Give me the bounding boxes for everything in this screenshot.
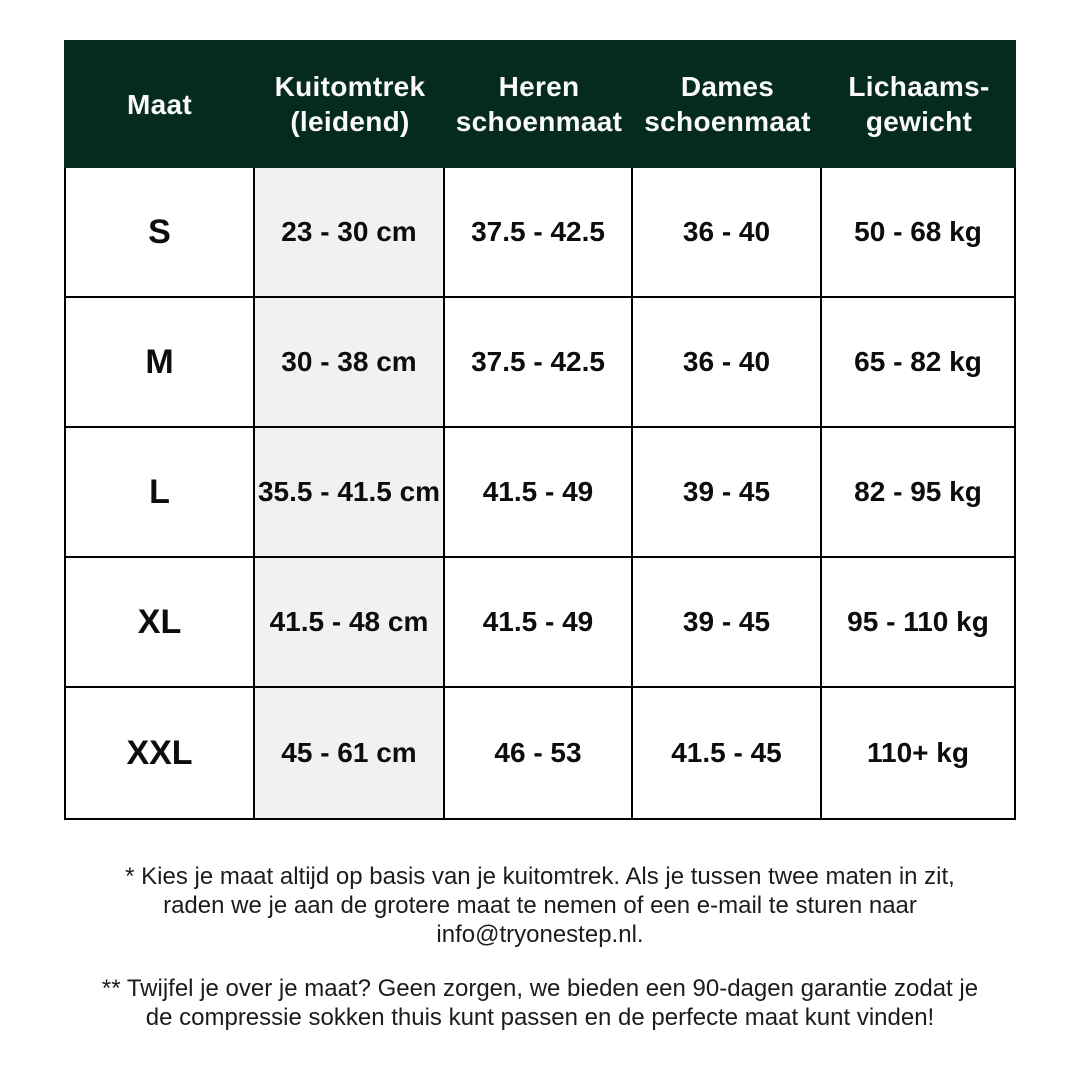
calf-girth-cell: 35.5 - 41.5 cm — [255, 428, 445, 556]
men-shoe-cell: 41.5 - 49 — [445, 428, 633, 556]
header-kuitomtrek — [255, 69, 445, 139]
women-shoe-cell: 36 - 40 — [633, 168, 822, 296]
footnote-sizing-advice — [0, 862, 1080, 949]
body-weight-cell: 82 - 95 kg — [854, 476, 982, 507]
size-cell: S — [66, 168, 255, 296]
women-shoe-cell: 36 - 40 — [633, 298, 822, 426]
header-dames-line2: schoenmaat — [644, 106, 811, 137]
size-cell: XXL — [66, 688, 255, 818]
men-shoe-cell: 46 - 53 — [445, 688, 633, 818]
header-kuitomtrek-line1: Kuitomtrek — [274, 71, 426, 102]
footnote-guarantee-line1: ** Twijfel je over je maat? Geen zorgen, we bieden een 90-dagen garantie zodat je — [101, 975, 979, 1002]
table-row-xl — [66, 558, 1014, 688]
header-dames-schoenmaat — [633, 69, 822, 139]
footnote-guarantee-line2: de compressie sokken thuis kunt passen en de perfecte maat kunt vinden! — [145, 1004, 935, 1031]
body-weight-cell: 50 - 68 kg — [854, 216, 982, 247]
header-maat — [64, 87, 255, 122]
body-weight-cell: 65 - 82 kg — [854, 346, 982, 377]
header-lichaamsgewicht — [822, 69, 1016, 139]
size-cell: M — [66, 298, 255, 426]
footnote-sizing-line2: raden we je aan de grotere maat te nemen of een e-mail te sturen naar — [163, 892, 917, 919]
table-row-s — [66, 168, 1014, 298]
header-maat-label: Maat — [127, 88, 192, 120]
women-shoe-cell: 39 - 45 — [633, 558, 822, 686]
table-body — [64, 168, 1016, 820]
men-shoe-cell: 37.5 - 42.5 — [445, 298, 633, 426]
size-chart-table — [64, 40, 1016, 820]
size-cell: L — [66, 428, 255, 556]
header-gewicht-line1: Lichaams- — [848, 71, 990, 102]
table-header-row — [64, 40, 1016, 168]
footnote-sizing-line1: * Kies je maat altijd op basis van je kuitomtrek. Als je tussen twee maten in zit, — [125, 863, 955, 890]
table-row-l — [66, 428, 1014, 558]
header-heren-schoenmaat — [445, 69, 633, 139]
body-weight-cell: 95 - 110 kg — [847, 606, 989, 637]
women-shoe-cell: 41.5 - 45 — [633, 688, 822, 818]
men-shoe-cell: 37.5 - 42.5 — [445, 168, 633, 296]
men-shoe-cell: 41.5 - 49 — [445, 558, 633, 686]
footnote-guarantee — [0, 974, 1080, 1032]
women-shoe-cell: 39 - 45 — [633, 428, 822, 556]
header-dames-line1: Dames — [680, 71, 775, 102]
footnote-sizing-line3: info@tryonestep.nl. — [436, 921, 644, 948]
table-row-m — [66, 298, 1014, 428]
header-heren-line1: Heren — [498, 71, 580, 102]
body-weight-cell: 110+ kg — [867, 737, 969, 768]
header-gewicht-line2: gewicht — [865, 106, 973, 137]
header-heren-line2: schoenmaat — [455, 106, 623, 137]
header-kuitomtrek-line2: (leidend) — [290, 106, 410, 137]
calf-girth-cell: 45 - 61 cm — [255, 688, 445, 818]
calf-girth-cell: 23 - 30 cm — [255, 168, 445, 296]
calf-girth-cell: 30 - 38 cm — [255, 298, 445, 426]
calf-girth-cell: 41.5 - 48 cm — [255, 558, 445, 686]
size-cell: XL — [66, 558, 255, 686]
table-row-xxl — [66, 688, 1014, 818]
